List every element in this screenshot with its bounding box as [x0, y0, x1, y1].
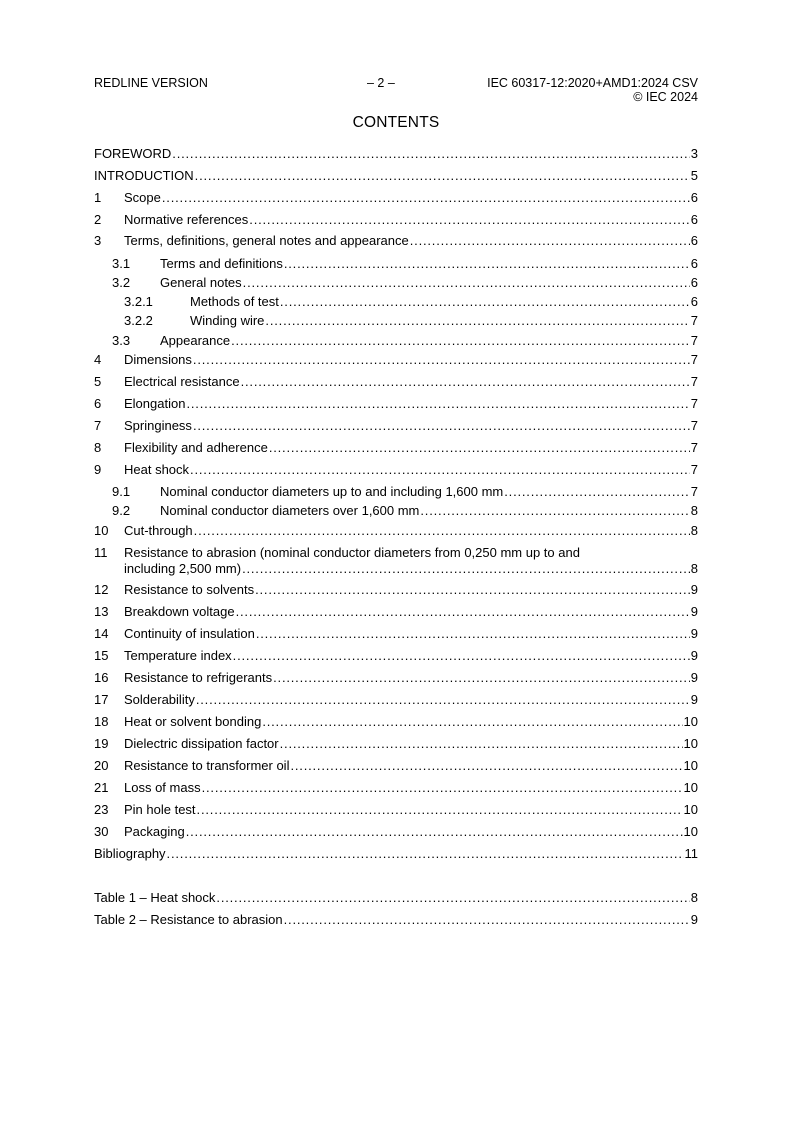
toc-entry-label-block [124, 545, 698, 577]
toc-table-2[interactable] [94, 912, 698, 928]
toc-entry-page: 8 [690, 561, 698, 576]
toc-entry-label: Normative references [124, 212, 249, 227]
toc-entry-number: 9.2 [112, 503, 131, 518]
toc-entry-page: 7 [690, 484, 698, 499]
toc-entry-page: 8 [690, 523, 698, 538]
toc-entry-label: INTRODUCTION [94, 168, 194, 183]
toc-entry-page: 7 [690, 352, 698, 367]
toc-entry-page: 6 [690, 190, 698, 205]
toc-entry-20[interactable] [94, 758, 698, 774]
toc-entry-number: 18 [94, 714, 109, 729]
toc-entry-14[interactable] [94, 626, 698, 642]
toc-entry-3-1[interactable] [94, 256, 698, 272]
toc-entry-label: Table 2 – Resistance to abrasion [94, 912, 283, 927]
toc-entry-label: Appearance [160, 333, 231, 348]
toc-entry-9[interactable] [94, 462, 698, 478]
toc-entry-number: 17 [94, 692, 109, 707]
toc-entry-label: Nominal conductor diameters up to and including 1,600 mm [160, 484, 504, 499]
toc-entry-number: 13 [94, 604, 109, 619]
toc-leader-dots [269, 440, 690, 456]
header-page-number: – 2 – [367, 76, 395, 90]
toc-entry-label: Continuity of insulation [124, 626, 255, 641]
document-page [94, 0, 698, 1122]
toc-entry-label: Methods of test [190, 294, 279, 309]
toc-entry-12[interactable] [94, 582, 698, 598]
toc-entry-label: Resistance to abrasion (nominal conductor diameters from 0,250 mm up to and [124, 545, 580, 560]
toc-leader-dots [236, 604, 690, 620]
toc-entry-label: Electrical resistance [124, 374, 240, 389]
toc-entry-label: Terms and definitions [160, 256, 283, 271]
toc-leader-dots [194, 523, 690, 539]
toc-entry-label: Winding wire [190, 313, 265, 328]
toc-leader-dots [193, 418, 690, 434]
toc-entry-page: 10 [683, 802, 698, 817]
header-version: REDLINE VERSION [94, 76, 208, 90]
toc-entry-label: Heat shock [124, 462, 190, 477]
toc-leader-dots [202, 780, 683, 796]
toc-entry-label: FOREWORD [94, 146, 172, 161]
toc-entry-page: 10 [683, 824, 698, 839]
toc-entry-page: 10 [683, 714, 698, 729]
toc-entry-21[interactable] [94, 780, 698, 796]
toc-entry-15[interactable] [94, 648, 698, 664]
toc-entry-page: 10 [683, 758, 698, 773]
toc-entry-number: 21 [94, 780, 109, 795]
toc-entry-number: 3.2.2 [124, 313, 153, 328]
toc-entry-page: 8 [690, 503, 698, 518]
toc-entry-page: 6 [690, 294, 698, 309]
toc-leader-dots [216, 890, 689, 906]
toc-leader-dots [273, 670, 690, 686]
toc-entry-label: Terms, definitions, general notes and appearance [124, 233, 409, 248]
toc-leader-dots [193, 352, 690, 368]
toc-entry-page: 6 [690, 212, 698, 227]
toc-entry-17[interactable] [94, 692, 698, 708]
toc-leader-dots [197, 802, 683, 818]
toc-entry-number: 3.1 [112, 256, 131, 271]
page-title: CONTENTS [352, 114, 440, 131]
toc-leader-dots [255, 582, 690, 598]
toc-entry-page: 9 [690, 670, 698, 685]
toc-entry-1[interactable] [94, 190, 698, 206]
toc-entry-number: 20 [94, 758, 109, 773]
toc-entry-page: 7 [690, 396, 698, 411]
toc-entry-page: 8 [690, 890, 698, 905]
toc-entry-number: 6 [94, 396, 102, 411]
toc-entry-page: 10 [683, 780, 698, 795]
toc-entry-page: 9 [690, 626, 698, 641]
toc-leader-dots [190, 462, 690, 478]
toc-entry-3-2-2[interactable] [94, 313, 698, 329]
toc-entry-number: 1 [94, 190, 102, 205]
header-copyright: © IEC 2024 [633, 90, 698, 104]
toc-entry-18[interactable] [94, 714, 698, 730]
toc-entry-number: 8 [94, 440, 102, 455]
toc-entry-5[interactable] [94, 374, 698, 390]
toc-entry-number: 10 [94, 523, 109, 538]
toc-entry-number: 23 [94, 802, 109, 817]
toc-entry-foreword[interactable] [94, 146, 698, 162]
header-standard-id [487, 76, 698, 104]
toc-entry-label: Heat or solvent bonding [124, 714, 262, 729]
toc-entry-number: 14 [94, 626, 109, 641]
toc-entry-label: including 2,500 mm) [124, 561, 242, 576]
toc-entry-3[interactable] [94, 233, 698, 249]
toc-leader-dots [172, 146, 689, 162]
toc-entry-page: 7 [690, 462, 698, 477]
toc-entry-4[interactable] [94, 352, 698, 368]
toc-entry-number: 11 [94, 545, 108, 560]
toc-leader-dots [284, 256, 690, 272]
toc-leader-dots [290, 758, 682, 774]
toc-leader-dots [280, 736, 683, 752]
toc-entry-label: Elongation [124, 396, 186, 411]
toc-entry-7[interactable] [94, 418, 698, 434]
toc-entry-page: 7 [690, 440, 698, 455]
toc-entry-label: Pin hole test [124, 802, 196, 817]
toc-entry-page: 9 [690, 582, 698, 597]
toc-entry-label: Loss of mass [124, 780, 201, 795]
toc-entry-number: 3.3 [112, 333, 131, 348]
toc-leader-dots [162, 190, 690, 206]
toc-entry-page: 7 [690, 313, 698, 328]
toc-entry-3-2[interactable] [94, 275, 698, 291]
toc-entry-16[interactable] [94, 670, 698, 686]
toc-entry-9-2[interactable] [94, 503, 698, 519]
toc-entry-number: 4 [94, 352, 102, 367]
toc-leader-dots [231, 333, 690, 349]
toc-entry-number: 3.2 [112, 275, 131, 290]
toc-leader-dots [196, 692, 690, 708]
toc-entry-number: 2 [94, 212, 102, 227]
toc-leader-dots [420, 503, 689, 519]
toc-leader-dots [284, 912, 690, 928]
toc-entry-label: Resistance to solvents [124, 582, 255, 597]
toc-leader-dots [243, 275, 690, 291]
toc-leader-dots [280, 294, 690, 310]
toc-entry-introduction[interactable] [94, 168, 698, 184]
toc-leader-dots [195, 168, 690, 184]
toc-entry-label: Dimensions [124, 352, 192, 367]
toc-leader-dots [186, 396, 689, 412]
toc-entry-page: 9 [690, 912, 698, 927]
toc-entry-page: 6 [690, 275, 698, 290]
toc-entry-number: 16 [94, 670, 109, 685]
toc-entry-number: 12 [94, 582, 109, 597]
toc-entry-number: 9 [94, 462, 102, 477]
toc-entry-page: 6 [690, 233, 698, 248]
toc-entry-number: 15 [94, 648, 109, 663]
header-standard-code: IEC 60317-12:2020+AMD1:2024 CSV [487, 76, 698, 90]
toc-entry-label: Resistance to refrigerants [124, 670, 273, 685]
toc-leader-dots [504, 484, 690, 500]
toc-entry-23[interactable] [94, 802, 698, 818]
toc-entry-page: 5 [690, 168, 698, 183]
toc-entry-19[interactable] [94, 736, 698, 752]
toc-entry-page: 7 [690, 418, 698, 433]
toc-entry-label: Springiness [124, 418, 192, 433]
toc-entry-page: 11 [684, 846, 698, 861]
toc-entry-30[interactable] [94, 824, 698, 840]
toc-leader-dots [262, 714, 682, 730]
toc-entry-number: 9.1 [112, 484, 131, 499]
toc-entry-continuation [124, 561, 698, 577]
toc-entry-label: Resistance to transformer oil [124, 758, 290, 773]
toc-leader-dots [241, 374, 690, 390]
toc-leader-dots [167, 846, 684, 862]
toc-entry-11[interactable] [94, 545, 698, 577]
toc-entry-number: 3.2.1 [124, 294, 153, 309]
toc-entry-bibliography[interactable] [94, 846, 698, 862]
toc-entry-page: 9 [690, 692, 698, 707]
toc-entry-label: Breakdown voltage [124, 604, 235, 619]
toc-entry-page: 6 [690, 256, 698, 271]
toc-leader-dots [242, 561, 690, 577]
toc-entry-number: 3 [94, 233, 102, 248]
toc-entry-10[interactable] [94, 523, 698, 539]
toc-entry-label: Packaging [124, 824, 185, 839]
toc-entry-label: Nominal conductor diameters over 1,600 mm [160, 503, 420, 518]
toc-entry-page: 9 [690, 648, 698, 663]
toc-entry-label: Dielectric dissipation factor [124, 736, 279, 751]
toc-entry-label: Table 1 – Heat shock [94, 890, 216, 905]
toc-entry-3-3[interactable] [94, 333, 698, 349]
toc-entry-number: 19 [94, 736, 109, 751]
toc-leader-dots [186, 824, 683, 840]
toc-entry-page: 9 [690, 604, 698, 619]
toc-leader-dots [265, 313, 689, 329]
toc-entry-label: Scope [124, 190, 161, 205]
toc-entry-number: 5 [94, 374, 102, 389]
toc-entry-9-1[interactable] [94, 484, 698, 500]
toc-entry-6[interactable] [94, 396, 698, 412]
toc-entry-label: Flexibility and adherence [124, 440, 268, 455]
toc-entry-number: 30 [94, 824, 109, 839]
toc-entry-label: General notes [160, 275, 242, 290]
toc-entry-label: Bibliography [94, 846, 166, 861]
toc-entry-page: 10 [683, 736, 698, 751]
toc-table-1[interactable] [94, 890, 698, 906]
toc-entry-label: Solderability [124, 692, 195, 707]
toc-entry-label: Cut-through [124, 523, 193, 538]
toc-entry-8[interactable] [94, 440, 698, 456]
toc-entry-page: 3 [690, 146, 698, 161]
toc-entry-2[interactable] [94, 212, 698, 228]
toc-entry-number: 7 [94, 418, 102, 433]
toc-entry-3-2-1[interactable] [94, 294, 698, 310]
toc-leader-dots [410, 233, 690, 249]
toc-entry-page: 7 [690, 333, 698, 348]
toc-entry-page: 7 [690, 374, 698, 389]
toc-leader-dots [256, 626, 690, 642]
toc-leader-dots [233, 648, 690, 664]
toc-entry-label: Temperature index [124, 648, 232, 663]
toc-leader-dots [249, 212, 689, 228]
toc-entry-13[interactable] [94, 604, 698, 620]
